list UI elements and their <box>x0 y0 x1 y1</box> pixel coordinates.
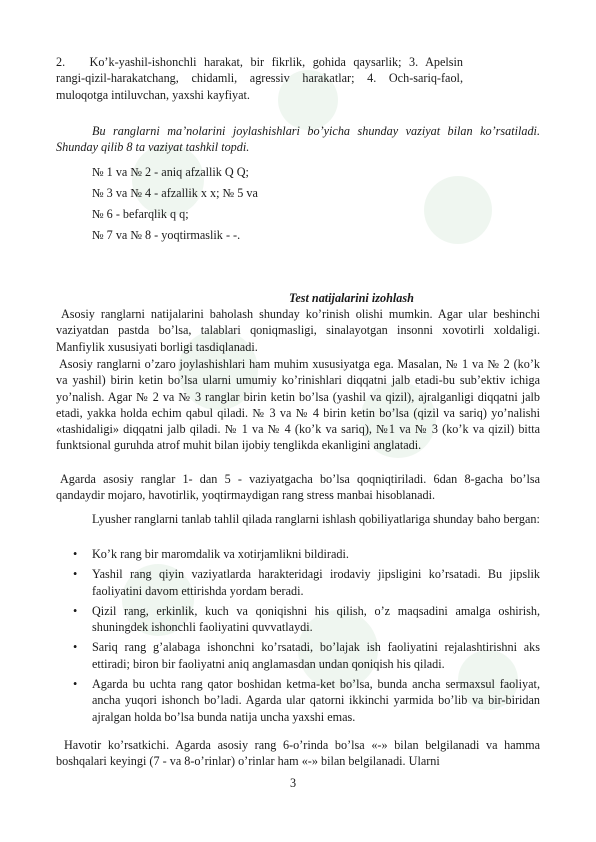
body-paragraph: Lyusher ranglarni tanlab tahlil qilada ranglarni ishlash qobiliyatlariga shunday baho bergan: <box>92 512 540 526</box>
score-line: № 3 va № 4 - afzallik x x; № 5 va <box>92 186 258 200</box>
score-line: № 6 - befarqlik q q; <box>92 207 189 221</box>
bullet-item <box>56 676 540 725</box>
intro-paragraph: 2. Ko’k-yashil-ishonchli harakat, bir fikrlik, gohida qaysarlik; 3. Apelsin rangi-qizil-harakatchang, chidamli, agressiv harakatlar; 4. Och-sariq-faol, muloqotga intiluvchan, yaxshi kayfiyat. <box>56 55 463 102</box>
score-line: № 1 va № 2 - aniq afzallik Q Q; <box>92 165 249 179</box>
bullet-text: Yashil rang qiyin vaziyatlarda harakteridagi irodaviy jipsligini ko’rsatadi. Bu jipslik faoliyatini davom ettirishda yordam beradi. <box>92 567 540 598</box>
bullet-item <box>56 603 540 636</box>
bullet-item <box>56 546 540 562</box>
body-paragraph: Asosiy ranglarni natijalarini baholash shunday ko’rinish olishi mumkin. Agar ular beshinchi vaziyatdan pastda bo’lsa, talablari qoniqmasligi, sinalayotgan insonni xovotirli xoldaligi. Manfiylik xususiyati borligi tasdiqlanadi. <box>56 307 540 354</box>
bullet-item <box>56 566 540 599</box>
bullet-text: Agarda bu uchta rang qator boshidan ketma-ket bo’lsa, bunda ancha sermaxsul faoliyat, ancha yuqori ishonch bo’ladi. Agarda ular qatorni ikkinchi yarmida bo’lib va bir-biridan ajralgan holda bo’lsa bunda natija uncha yaxshi emas. <box>92 677 540 724</box>
bullet-item <box>56 639 540 672</box>
watermark-mark <box>424 176 492 244</box>
score-line: № 7 va № 8 - yoqtirmaslik - -. <box>92 228 241 242</box>
bullet-marker: • <box>73 603 78 618</box>
body-paragraph: Havotir ko’rsatkichi. Agarda asosiy rang 6-o’rinda bo’lsa «-» bilan belgilanadi va hamma boshqalari keyingi (7 - va 8-o’rinlar) o’rinlar ham «-» bilan belgilanadi. Ularni <box>56 738 540 769</box>
bullet-marker: • <box>73 677 78 692</box>
bullet-text: Qizil rang, erkinlik, kuch va qoniqishni his qilish, o’z maqsadini amalga oshirish, shuningdek ishonchli faoliyatini quvvatlaydi. <box>92 603 540 635</box>
page-number: 3 <box>290 776 297 790</box>
bullet-text: Sariq rang g’alabaga ishonchni ko’rsatadi, bo’lajak ish faoliyatini rejalashtirishni aks ettiradi; biron bir faoliyatni aniq anglamasdan undan qoniqish his qiladi. <box>92 640 540 671</box>
section-heading: Test natijalarini izohlash <box>289 291 414 305</box>
body-paragraph: Asosiy ranglarni o’zaro joylashishlari ham muhim xususiyatga ega. Masalan, № 1 va № 2 (ko’k va yashil) birin ketin bo’lsa ularni umumiy ko’rinishlari diqqatni jalb etadi-bu sub’ektiv ichiga yo’nalish. Agar № 2 va № 3 ranglar birin ketin bo’lsa (yashil va qizil), ajralganligi diqqatni jalb etadi, yakka holda echim qabul qiladi. № 3 va № 4 birin ketin bo’lsa (qizil va sariq) yo’nalishi «tashidaligi» diqqatni jalb qiladi. № 1 va № 4 (ko’k va sariq), №1 va № 3 (ko’k va qizil) bitta funktsional guruhda atrof muhit bilan ijobiy tenglikda ekanligini anglatadi. <box>56 357 540 453</box>
bullet-marker: • <box>73 567 78 582</box>
bullet-marker: • <box>73 640 78 655</box>
bullet-marker: • <box>73 547 78 561</box>
italic-paragraph: Bu ranglarni ma’nolarini joylashishlari bo’yicha shunday vaziyat bilan ko’rsatiladi. Shunday qilib 8 ta vaziyat tashkil topdi. <box>56 124 540 155</box>
body-paragraph: Agarda asosiy ranglar 1- dan 5 - vaziyatgacha bo’lsa qoqniqtiriladi. 6dan 8-gacha bo’lsa qandaydir mojaro, havotirlik, yoqtirmaydigan rang stress manbai hisoblanadi. <box>56 472 540 503</box>
bullet-list <box>56 546 540 725</box>
bullet-text: Ko’k rang bir maromdalik va xotirjamlikni bildiradi. <box>92 547 349 561</box>
